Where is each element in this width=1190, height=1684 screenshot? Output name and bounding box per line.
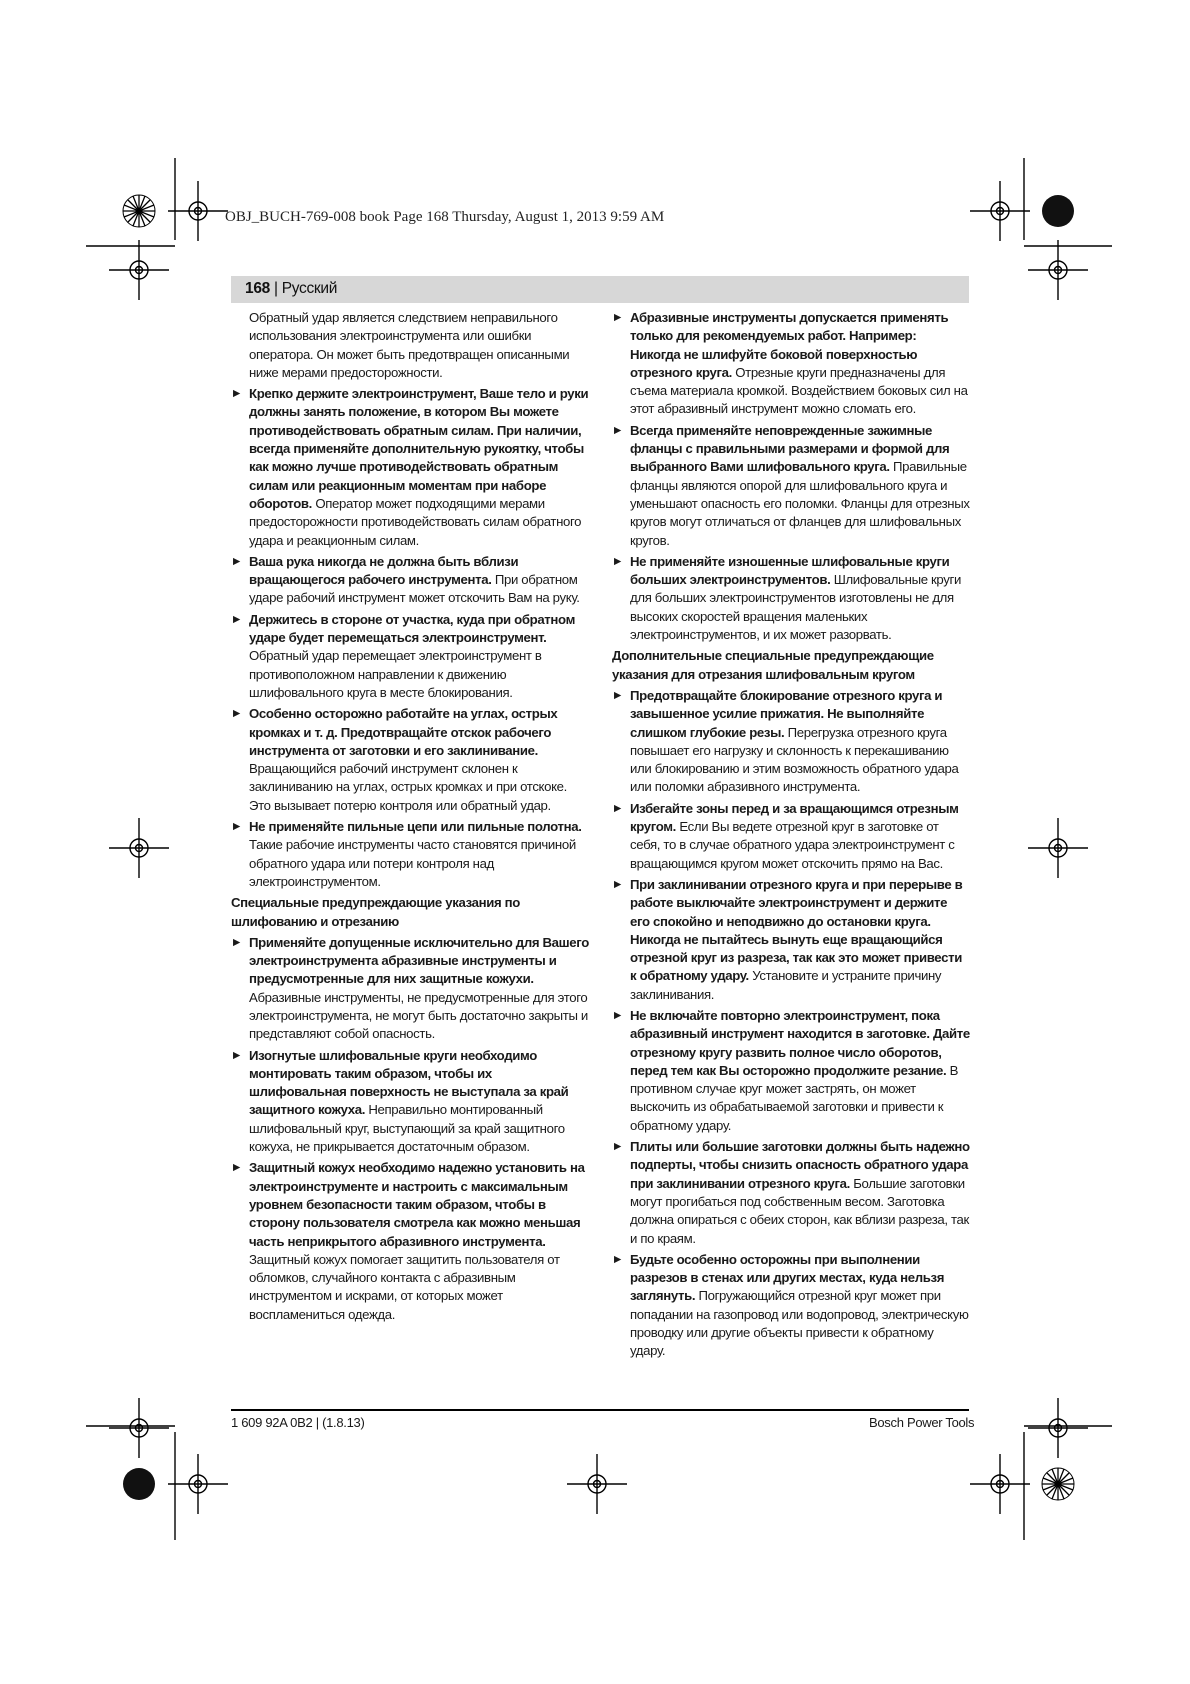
- page-language: Русский: [281, 280, 338, 297]
- crosshair-icon: [1028, 818, 1088, 878]
- list-item: ▶ Крепко держите электроинструмент, Ваше тело и руки должны занять положение, в котором Вы можете противодействовать обратным силам. При наличии, всегда применяйте дополнительную рукоятку, чтобы как можно лучше противодействовать обратным силам или реакционным моментам при наборе оборотов. Оператор может подходящими мерами предосторожности противодействовать силам обратного удара и реакционным силам.: [231, 385, 589, 550]
- list-item: ▶ Изогнутые шлифовальные круги необходимо монтировать таким образом, чтобы их шлифовальная поверхность не выступала за край защитного кожуха. Неправильно монтированный шлифовальный круг, выступающий за край защитного кожуха, не прикрывается достаточным образом.: [231, 1047, 589, 1157]
- list-item: ▶ Не применяйте пильные цепи или пильные полотна. Такие рабочие инструменты часто становятся причиной обратного удара или потери контроля над электроинструментом.: [231, 818, 589, 891]
- page-number: 168: [245, 280, 270, 297]
- page-header-label: [245, 280, 337, 298]
- crosshair-icon: [970, 1454, 1030, 1514]
- crosshair-icon: [567, 1454, 627, 1514]
- crosshair-icon: [1028, 240, 1088, 300]
- list-item: ▶ При заклинивании отрезного круга и при перерыве в работе выключайте электроинструмент и держите его спокойно и неподвижно до остановки круга. Никогда не пытайтесь вынуть еще вращающийся отрезной круг из разреза, так как это может привести к обратному удару. Установите и устраните причину заклинивания.: [612, 876, 970, 1004]
- list-item: ▶ Не применяйте изношенные шлифовальные круги больших электроинструментов. Шлифовальные круги для больших электроинструментов изготовлены не для высоких скоростей вращения маленьких электроинструментов, и их может разорвать.: [612, 553, 970, 644]
- list-item: ▶ Будьте особенно осторожны при выполнении разрезов в стенах или других местах, куда нельзя заглянуть. Погружающийся отрезной круг может при попадании на газопровод или водопровод, электрическую проводку или другие объекты привести к обратному удару.: [612, 1251, 970, 1361]
- crosshair-icon: [970, 181, 1030, 241]
- footer-divider: [231, 1409, 969, 1411]
- crosshair-icon: [168, 1454, 228, 1514]
- section-heading: Специальные предупреждающие указания по шлифованию и отрезанию: [231, 895, 520, 929]
- list-item: ▶ Применяйте допущенные исключительно для Вашего электроинструмента абразивные инструменты и предусмотренные для них защитные кожухи. Абразивные инструменты, не предусмотренные для этого электроинструмента, не могут быть достаточно закрыты и представляют собой опасность.: [231, 934, 589, 1044]
- print-header: OBJ_BUCH-769-008 book Page 168 Thursday, August 1, 2013 9:59 AM: [225, 209, 665, 225]
- list-item: ▶ Предотвращайте блокирование отрезного круга и завышенное усилие прижатия. Не выполняйте слишком глубокие резы. Перегрузка отрезного круга повышает его нагрузку и склонность к перекашиванию или блокированию и этим возможность обратного удара или поломки абразивного инструмента.: [612, 687, 970, 797]
- list-item: ▶ Защитный кожух необходимо надежно установить на электроинструменте и настроить с максимальным уровнем безопасности таким образом, чтобы в сторону пользователя смотрела как можно меньшая часть неприкрытого абразивного инструмента. Защитный кожух помогает защитить пользователя от обломков, случайного контакта с абразивным инструментом и искрами, от которых может воспламениться одежда.: [231, 1159, 589, 1324]
- list-item: ▶ Ваша рука никогда не должна быть вблизи вращающегося рабочего инструмента. При обратном ударе рабочий инструмент может отскочить Вам на руку.: [231, 553, 589, 608]
- intro-paragraph: Обратный удар является следствием неправильного использования электроинструмента или ошибки оператора. Он может быть предотвращен описанными ниже мерами предосторожности.: [249, 310, 570, 380]
- list-item: ▶ Не включайте повторно электроинструмент, пока абразивный инструмент находится в заготовке. Дайте отрезному кругу развить полное число оборотов, перед тем как Вы осторожно продолжите резание. В противном случае круг может застрять, он может выскочить из обрабатываемой заготовки и привести к обратному удару.: [612, 1007, 970, 1135]
- solid-target-icon: [123, 1468, 155, 1500]
- page-header-bar: [231, 276, 969, 303]
- star-target-icon: [1042, 1468, 1074, 1500]
- crosshair-icon: [109, 240, 169, 300]
- list-item: ▶ Держитесь в стороне от участка, куда при обратном ударе будет перемещаться электроинструмент. Обратный удар перемещает электроинструмент в противоположном направлении к движению шлифовального круга в месте блокирования.: [231, 611, 589, 702]
- page-header-separator: |: [269, 280, 282, 297]
- right-column: [612, 309, 970, 1364]
- footer-brand: Bosch Power Tools: [869, 1415, 975, 1430]
- list-item: ▶ Особенно осторожно работайте на углах, острых кромках и т. д. Предотвращайте отскок рабочего инструмента от заготовки и его заклинивание. Вращающийся рабочий инструмент склонен к заклиниванию на углах, острых кромках и при отскоке. Это вызывает потерю контроля или обратный удар.: [231, 705, 589, 815]
- list-item: ▶ Абразивные инструменты допускается применять только для рекомендуемых работ. Например: Никогда не шлифуйте боковой поверхностью отрезного круга. Отрезные круги предназначены для съема материала кромкой. Воздействием боковых сил на этот абразивный инструмент можно сломать его.: [612, 309, 970, 419]
- section-heading: Дополнительные специальные предупреждающие указания для отрезания шлифовальным кругом: [612, 648, 934, 682]
- list-item: ▶ Всегда применяйте неповрежденные зажимные фланцы с правильными размерами и формой для выбранного Вами шлифовального круга. Правильные фланцы являются опорой для шлифовального круга и уменьшают опасность его поломки. Фланцы для отрезных кругов могут отличаться от фланцев для шлифовальных кругов.: [612, 422, 970, 550]
- crosshair-icon: [109, 818, 169, 878]
- crosshair-icon: [168, 181, 228, 241]
- crosshair-icon: [109, 1398, 169, 1458]
- left-column: [231, 309, 589, 1327]
- star-target-icon: [123, 195, 155, 227]
- list-item: ▶ Избегайте зоны перед и за вращающимся отрезным кругом. Если Вы ведете отрезной круг в заготовке от себя, то в случае обратного удара электроинструмент с вращающимся кругом может отскочить прямо на Вас.: [612, 800, 970, 873]
- solid-target-icon: [1042, 195, 1074, 227]
- crosshair-icon: [1028, 1398, 1088, 1458]
- list-item: ▶ Плиты или большие заготовки должны быть надежно подперты, чтобы снизить опасность обратного удара при заклинивании отрезного круга. Большие заготовки могут прогибаться под собственным весом. Заготовка должна опираться с обеих сторон, как вблизи разреза, так и по краям.: [612, 1138, 970, 1248]
- footer-doc-code: 1 609 92A 0B2 | (1.8.13): [231, 1415, 365, 1430]
